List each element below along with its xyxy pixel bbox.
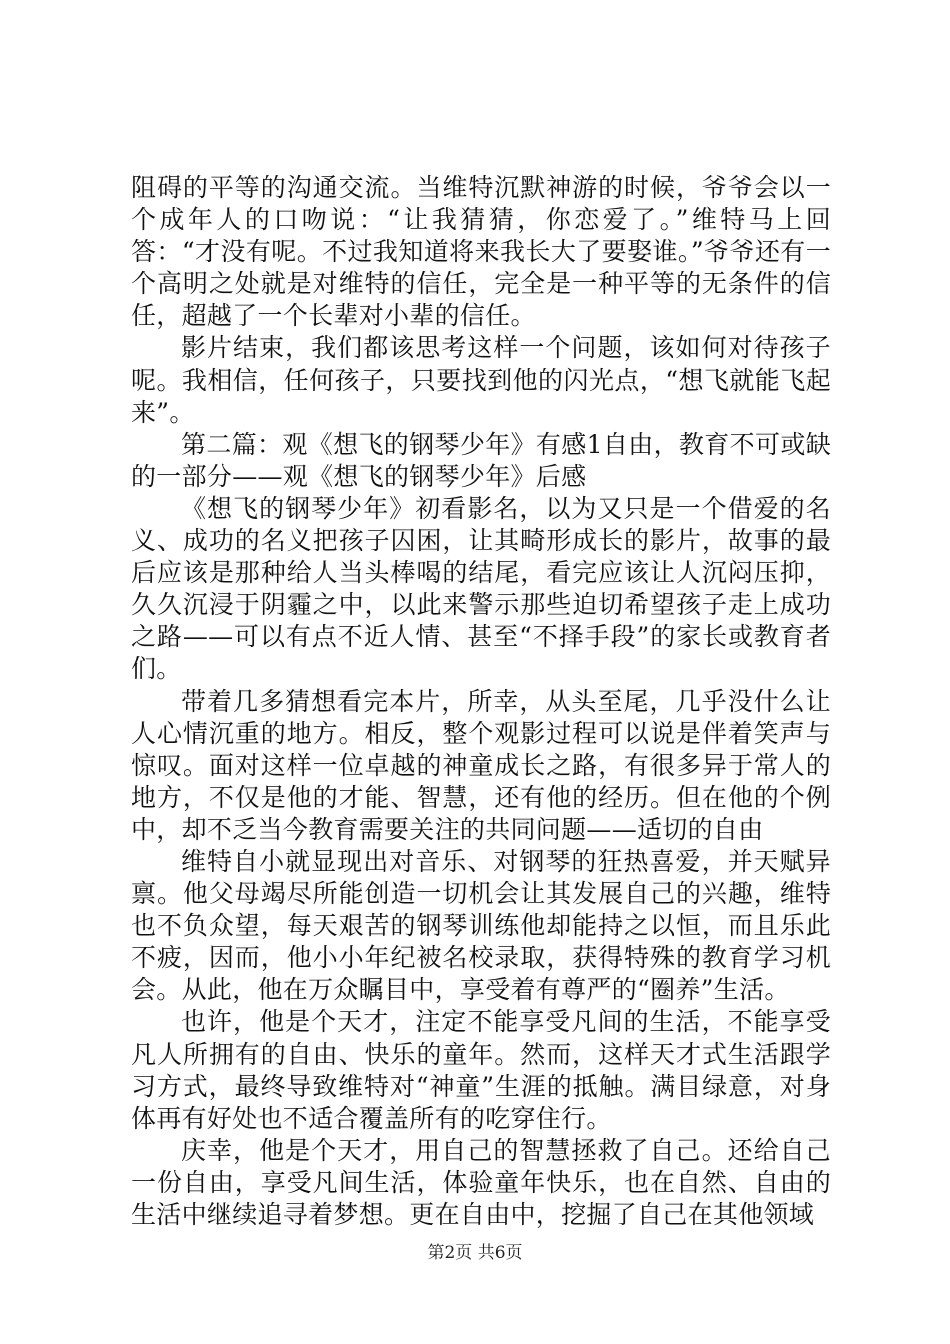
paragraph-8: 庆幸，他是个天才，用自己的智慧拯救了自己。还给自己一份自由，享受凡间生活，体验童年快乐，也在自然、自由的生活中继续追寻着梦想。更在自由中，挖掘了自己在其他领域 xyxy=(131,1135,831,1229)
paragraph-1: 阻碍的平等的沟通交流。当维特沉默神游的时候，爷爷会以一个成年人的口吻说：“让我猜猜，你恋爱了。”维特马上回答：“才没有呢。不过我知道将来我长大了要娶谁。”爷爷还有一个高明之处就是对维特的信任，完全是一种平等的无条件的信任，超越了一个长辈对小辈的信任。 xyxy=(131,173,831,331)
paragraph-7: 也许，他是个天才，注定不能享受凡间的生活，不能享受凡人所拥有的自由、快乐的童年。然而，这样天才式生活跟学习方式，最终导致维特对“神童”生涯的抵触。满目绿意，对身体再有好处也不适合覆盖所有的吃穿住行。 xyxy=(131,1007,831,1133)
paragraph-6: 维特自小就显现出对音乐、对钢琴的狂热喜爱，并天赋异禀。他父母竭尽所能创造一切机会让其发展自己的兴趣，维特也不负众望，每天艰苦的钢琴训练他却能持之以恒，而且乐此不疲，因而，他小小年纪被名校录取，获得特殊的教育学习机会。从此，他在万众瞩目中，享受着有尊严的“圈养”生活。 xyxy=(131,846,831,1005)
section-heading: 第二篇：观《想飞的钢琴少年》有感1自由，教育不可或缺的一部分——观《想飞的钢琴少年》后感 xyxy=(131,429,831,491)
paragraph-2: 影片结束，我们都该思考这样一个问题，该如何对待孩子呢。我相信，任何孩子，只要找到他的闪光点，“想飞就能飞起来”。 xyxy=(131,333,831,427)
paragraph-5: 带着几多猜想看完本片，所幸，从头至尾，几乎没什么让人心情沉重的地方。相反，整个观影过程可以说是伴着笑声与惊叹。面对这样一位卓越的神童成长之路，有很多异于常人的地方，不仅是他的才能、智慧，还有他的经历。但在他的个例中，却不乏当今教育需要关注的共同问题——适切的自由 xyxy=(131,686,831,844)
page-number-footer: 第2页 共6页 xyxy=(427,1243,523,1263)
document-body xyxy=(131,172,831,1231)
paragraph-4: 《想飞的钢琴少年》初看影名，以为又只是一个借爱的名义、成功的名义把孩子囚困，让其畸形成长的影片，故事的最后应该是那种给人当头棒喝的结尾，看完应该让人沉闷压抑，久久沉浸于阴霾之中，以此来警示那些迫切希望孩子走上成功之路——可以有点不近人情、甚至“不择手段”的家长或教育者们。 xyxy=(131,493,831,684)
